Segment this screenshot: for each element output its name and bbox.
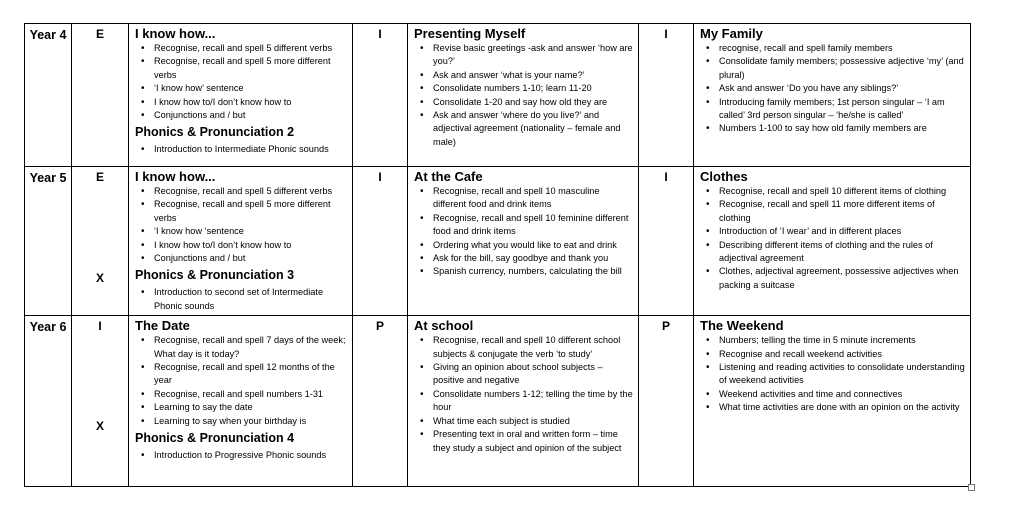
list-item: • Recognise, recall and spell 5 more different verbs — [141, 55, 348, 82]
code-primary: I — [378, 27, 382, 41]
list-item: • Clothes, adjectival agreement, possessive adjectives when packing a suitcase — [706, 265, 966, 292]
list-item: • Giving an opinion about school subjects – positive and negative — [420, 361, 634, 388]
code-cell — [72, 167, 129, 316]
topic-title: At the Cafe — [414, 169, 483, 184]
code-primary: E — [95, 170, 104, 184]
topic-list — [700, 185, 966, 292]
list-item: • Spanish currency, numbers, calculating the bill — [420, 265, 634, 278]
list-item: • Recognise, recall and spell 10 feminine different food and drink items — [420, 212, 634, 239]
topic-cell — [408, 316, 639, 487]
list-item: • Recognise, recall and spell numbers 1-31 — [141, 388, 348, 401]
topic-cell — [694, 24, 971, 167]
list-item: • Recognise, recall and spell 5 more different verbs — [141, 198, 348, 225]
list-item: • I know how to/I don’t know how to — [141, 96, 348, 109]
code-cell — [353, 24, 408, 167]
list-item: • ‘I know how ‘sentence — [141, 225, 348, 238]
list-item: • recognise, recall and spell family members — [706, 42, 966, 55]
topic-cell — [129, 24, 353, 167]
code-cell — [72, 316, 129, 487]
topic-title: Presenting Myself — [414, 26, 526, 41]
topic-title: The Weekend — [700, 318, 784, 334]
list-item: • What time each subject is studied — [420, 415, 634, 428]
code-cell — [639, 167, 694, 316]
code-secondary: X — [95, 271, 104, 285]
list-item: • Recognise and recall weekend activities — [706, 348, 966, 361]
code-primary: P — [661, 319, 670, 334]
list-item: • Recognise, recall and spell 5 different verbs — [141, 42, 348, 55]
list-item: • Learning to say when your birthday is — [141, 415, 348, 428]
list-item: • Weekend activities and time and connectives — [706, 388, 966, 401]
topic-list — [414, 185, 634, 279]
list-item: • Recognise, recall and spell 5 different verbs — [141, 185, 348, 198]
list-item: • Conjunctions and / but — [141, 109, 348, 122]
list-item: • Learning to say the date — [141, 401, 348, 414]
list-item: • Ask and answer ‘what is your name?’ — [420, 69, 634, 82]
curriculum-table — [24, 23, 971, 487]
phonics-list — [135, 449, 348, 462]
list-item: • Ask for the bill, say goodbye and thank you — [420, 252, 634, 265]
list-item: • Listening and reading activities to consolidate understanding of weekend activities — [706, 361, 966, 388]
code-cell — [72, 24, 129, 167]
list-item: • Recognise, recall and spell 7 days of the week; What day is it today? — [141, 334, 348, 361]
table-row — [25, 316, 971, 487]
table-row — [25, 167, 971, 316]
list-item: • ‘I know how’ sentence — [141, 82, 348, 95]
topic-list — [135, 42, 348, 122]
phonics-list — [135, 286, 348, 313]
list-item: • Introduction of ‘I wear’ and in different places — [706, 225, 966, 238]
table-row — [25, 24, 971, 167]
phonics-heading: Phonics & Pronunciation 3 — [135, 268, 295, 283]
list-item: • Describing different items of clothing and the rules of adjectival agreement — [706, 239, 966, 266]
table-resize-handle[interactable] — [968, 484, 975, 491]
list-item: • Ask and answer ‘Do you have any siblings?’ — [706, 82, 966, 95]
list-item: • Consolidate numbers 1-10; learn 11-20 — [420, 82, 634, 95]
list-item: • Recognise, recall and spell 10 masculine different food and drink items — [420, 185, 634, 212]
code-primary: I — [378, 170, 382, 184]
code-cell — [639, 316, 694, 487]
code-primary: I — [664, 170, 668, 184]
list-item: • Recognise, recall and spell 10 different items of clothing — [706, 185, 966, 198]
list-item: • Numbers 1-100 to say how old family members are — [706, 122, 966, 135]
topic-list — [700, 42, 966, 136]
topic-title: The Date — [135, 318, 190, 334]
topic-cell — [129, 316, 353, 487]
year-cell: Year 6 — [25, 316, 72, 487]
code-cell — [353, 167, 408, 316]
topic-list — [135, 334, 348, 428]
list-item: • I know how to/I don’t know how to — [141, 239, 348, 252]
list-item: • Consolidate family members; possessive adjective ‘my’ (and plural) — [706, 55, 966, 82]
topic-list — [414, 334, 634, 455]
list-item: • Revise basic greetings -ask and answer ‘how are you?’ — [420, 42, 634, 69]
phonics-heading: Phonics & Pronunciation 2 — [135, 125, 295, 140]
topic-cell — [694, 316, 971, 487]
topic-list — [135, 185, 348, 265]
code-primary: I — [664, 27, 668, 41]
list-item: • Introduction to second set of Intermediate Phonic sounds — [141, 286, 348, 313]
code-primary: P — [375, 319, 384, 334]
list-item: • Recognise, recall and spell 11 more different items of clothing — [706, 198, 966, 225]
list-item: • Introducing family members; 1st person singular – ‘I am called’ 3rd person singular – ‘he/she is called’ — [706, 96, 966, 123]
list-item: • Conjunctions and / but — [141, 252, 348, 265]
topic-cell — [694, 167, 971, 316]
code-secondary: X — [95, 419, 104, 434]
list-item: • Introduction to Intermediate Phonic sounds — [141, 143, 348, 156]
code-primary: E — [95, 27, 104, 41]
topic-cell — [408, 167, 639, 316]
list-item: • Ask and answer ‘where do you live?’ and adjectival agreement (nationality – female and male) — [420, 109, 634, 149]
list-item: • Recognise, recall and spell 12 months of the year — [141, 361, 348, 388]
phonics-list — [135, 143, 348, 156]
list-item: • Ordering what you would like to eat and drink — [420, 239, 634, 252]
list-item: • Introduction to Progressive Phonic sounds — [141, 449, 348, 462]
topic-title: I know how... — [135, 169, 216, 184]
year-cell: Year 5 — [25, 167, 72, 316]
list-item: • Consolidate numbers 1-12; telling the time by the hour — [420, 388, 634, 415]
phonics-heading: Phonics & Pronunciation 4 — [135, 431, 295, 446]
list-item: • Recognise, recall and spell 10 different school subjects & conjugate the verb ‘to study’ — [420, 334, 634, 361]
code-primary: I — [98, 319, 102, 334]
code-cell — [353, 316, 408, 487]
topic-list — [414, 42, 634, 149]
list-item: • Consolidate 1-20 and say how old they are — [420, 96, 634, 109]
topic-list — [700, 334, 966, 414]
list-item: • Presenting text in oral and written form – time they study a subject and opinion of the subject — [420, 428, 634, 455]
topic-title: At school — [414, 318, 474, 334]
topic-cell — [129, 167, 353, 316]
topic-title: I know how... — [135, 26, 216, 41]
topic-cell — [408, 24, 639, 167]
topic-title: My Family — [700, 26, 763, 41]
list-item: • Numbers; telling the time in 5 minute increments — [706, 334, 966, 347]
list-item: • What time activities are done with an opinion on the activity — [706, 401, 966, 414]
code-cell — [639, 24, 694, 167]
year-cell: Year 4 — [25, 24, 72, 167]
topic-title: Clothes — [700, 169, 748, 184]
